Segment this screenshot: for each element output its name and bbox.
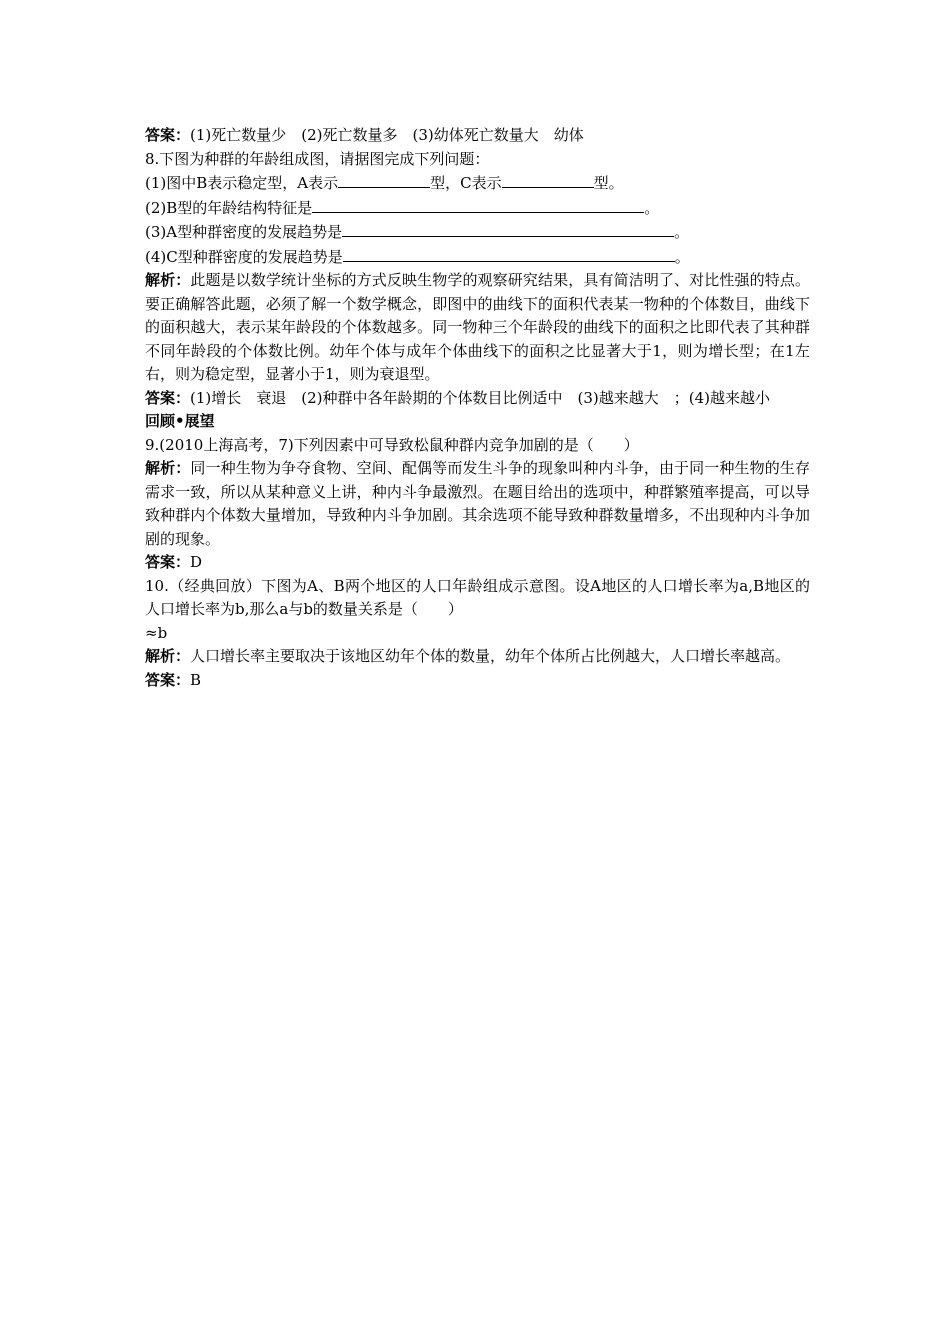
analysis-label: 解析：: [145, 271, 191, 289]
fill-blank: [343, 245, 675, 262]
answer-text: D: [190, 553, 203, 571]
q8-sub4: [145, 245, 810, 270]
analysis-label: 解析：: [145, 459, 191, 477]
answer-label: 答案：: [145, 126, 191, 144]
q10-stem: 10.（经典回放）下图为A、B两个地区的人口年龄组成示意图。设A地区的人口增长率为a,B地区的人口增长率为b,那么a与b的数量关系是（ ）: [145, 576, 810, 618]
q9-stem: 9.(2010上海高考，7)下列因素中可导致松鼠种群内竞争加剧的是（ ）: [145, 435, 639, 454]
fill-blank: [338, 171, 430, 188]
q8-sub1-text-a: (1)图中B表示稳定型，A表示: [145, 174, 339, 192]
q10-option: ≈b: [145, 623, 168, 642]
q8-answer: [145, 387, 810, 411]
q8-sub3-text: (3)A型种群密度的发展趋势是: [145, 223, 343, 241]
period: 。: [674, 247, 690, 266]
document-page: [145, 124, 810, 692]
answer-label: 答案：: [145, 388, 191, 407]
q9-answer: [145, 551, 810, 575]
q8-sub3: [145, 220, 810, 245]
fill-blank: [342, 220, 674, 237]
q10-analysis: [145, 645, 810, 669]
q8-analysis: [145, 269, 810, 387]
section-title: 回顾•展望: [145, 412, 215, 430]
q8-sub2: [145, 196, 810, 221]
q8-sub4-text: (4)C型种群密度的发展趋势是: [145, 247, 343, 266]
analysis-label: 解析：: [145, 647, 191, 665]
answer-label: 答案：: [145, 553, 191, 571]
answer-text: (1)增长 衰退 (2)种群中各年龄期的个体数目比例适中 (3)越来越大 ；(4)越来越小: [190, 388, 771, 407]
q8-stem: 8.下图为种群的年龄组成图，请据图完成下列问题：: [145, 149, 490, 168]
analysis-text: 此题是以数学统计坐标的方式反映生物学的观察研究结果，具有简洁明了、对比性强的特点。要正确解答此题，必须了解一个数学概念，即图中的曲线下的面积代表某一物种的个体数目，曲线下的面积越大，表示某年龄段的个体数越多。同一物种三个年龄段的曲线下的面积之比即代表了其种群不同年龄段的个体数比例。幼年个体与成年个体曲线下的面积之比显著大于1，则为增长型；在1左右，则为稳定型，显著小于1，则为衰退型。: [145, 271, 810, 383]
period: 。: [644, 198, 660, 217]
fill-blank: [312, 196, 644, 213]
q8-sub2-text: (2)B型的年龄结构特征是: [145, 198, 313, 217]
q8-sub1-text-b: 型，C表示: [430, 174, 502, 192]
q8-sub1: [145, 171, 810, 196]
answer-text: (1)死亡数量少 (2)死亡数量多 (3)幼体死亡数量大 幼体: [190, 126, 584, 144]
q7-answer: [145, 124, 810, 148]
q10-answer: [145, 669, 810, 693]
period: 。: [674, 223, 690, 241]
analysis-text: 同一种生物为争夺食物、空间、配偶等而发生斗争的现象叫种内斗争，由于同一种生物的生存需求一致，所以从某种意义上讲，种内斗争最激烈。在题目给出的选项中，种群繁殖率提高，可以导致种群内个体数大量增加，导致种内斗争加剧。其余选项不能导致种群数量增多，不出现种内斗争加剧的现象。: [145, 459, 810, 548]
analysis-text: 人口增长率主要取决于该地区幼年个体的数量，幼年个体所占比例越大，人口增长率越高。: [190, 647, 791, 665]
q8-sub1-text-c: 型。: [593, 174, 624, 192]
fill-blank: [502, 171, 594, 188]
answer-text: B: [190, 670, 202, 689]
q9-analysis: [145, 457, 810, 551]
answer-label: 答案：: [145, 670, 191, 689]
